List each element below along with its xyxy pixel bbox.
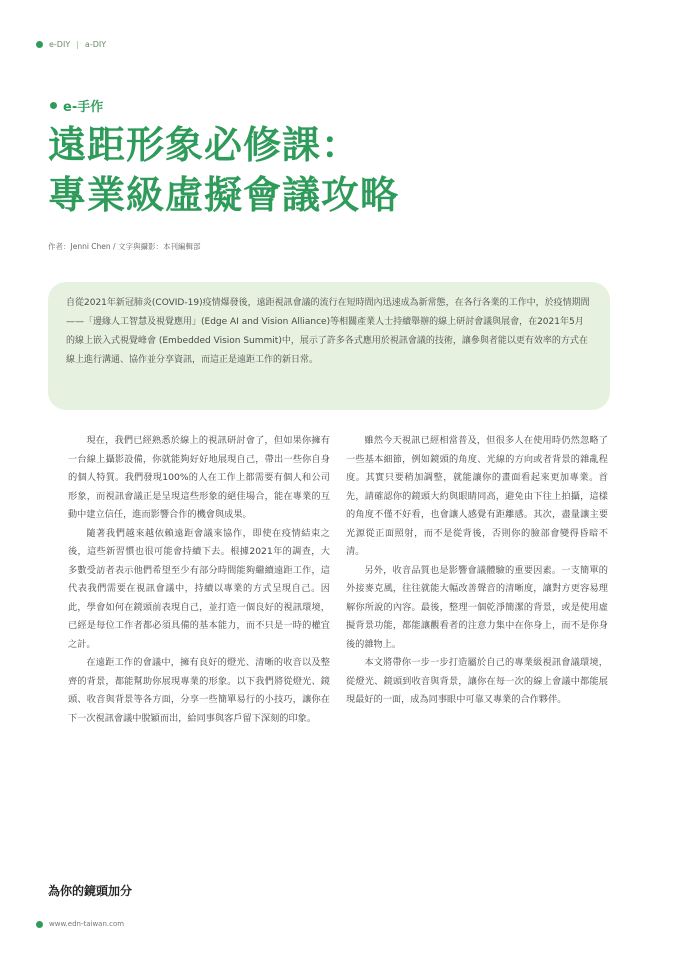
category-bullet-icon	[50, 102, 57, 109]
body-column-right	[346, 432, 608, 710]
intro-box	[48, 282, 610, 410]
paragraph: 隨著我們越來越依賴遠距會議來協作，即使在疫情結束之後，這些新習慣也很可能會持續下去。根據2021年的調查，大多數受訪者表示他們希望至少有部分時間能夠繼續遠距工作，這代表我們需要在視訊會議中，持續以專業的方式呈現自己。因此，學會如何在鏡頭前表現自己，並打造一個良好的視訊環境，已經是每位工作者都必須具備的基本能力，而不只是一時的權宜之計。	[68, 527, 330, 650]
footer-url[interactable]: www.edn-taiwan.com	[49, 920, 125, 928]
title-line-1: 遠距形象必修課：	[48, 123, 361, 167]
paragraph: 在遠距工作的會議中，擁有良好的燈光、清晰的收音以及整齊的背景，都能幫助你展現專業的形象。以下我們將從燈光、鏡頭、收音與背景等各方面，分享一些簡單易行的小技巧，讓你在下一次視訊會議中脫穎而出，給同事與客戶留下深刻的印象。	[68, 657, 330, 724]
paragraph: 現在，我們已經熟悉於線上的視訊研討會了，但如果你擁有一台線上攝影設備，你就能夠好好地展現自己，帶出一些你自身的個人特質。我們發現100%的人在工作上都需要有個人和公司形象，而視訊會議正是呈現這些形象的絕佳場合，能在專業的互動中建立信任，進而影響合作的機會與成果。	[68, 435, 330, 520]
footer-dot-icon	[36, 921, 43, 928]
paragraph: 本文將帶你一步一步打造屬於自己的專業級視訊會議環境，從燈光、鏡頭到收音與背景，讓你在每一次的線上會議中都能展現最好的一面，成為同事眼中可靠又專業的合作夥伴。	[346, 657, 608, 705]
category-tag	[50, 96, 103, 115]
paragraph: 雖然今天視訊已經相當普及，但很多人在使用時仍然忽略了一些基本細節，例如鏡頭的角度、光線的方向或者背景的雜亂程度。其實只要稍加調整，就能讓你的畫面看起來更加專業。首先，請確認你的鏡頭大約與眼睛同高，避免由下往上拍攝，這樣的角度不僅不好看，也會讓人感覺有距離感。其次，盡量讓主要光源從正面照射，而不是從背後，否則你的臉部會變得昏暗不清。	[346, 435, 608, 557]
section-label: a-DIY	[84, 40, 107, 49]
brand-dot-icon	[36, 41, 43, 48]
title-line-2: 專業級虛擬會議攻略	[48, 173, 400, 217]
running-header	[36, 40, 106, 49]
body-column-left	[68, 432, 330, 728]
page-footer	[36, 920, 124, 928]
byline: 作者：Jenni Chen / 文字與攝影：本刊編輯部	[48, 242, 201, 251]
brand-label: e-DIY	[49, 40, 71, 49]
section-subheading: 為你的鏡頭加分	[48, 884, 133, 898]
category-label: e-手作	[63, 100, 104, 115]
paragraph: 另外，收音品質也是影響會議體驗的重要因素。一支簡單的外接麥克風，往往就能大幅改善聲音的清晰度，讓對方更容易理解你所說的內容。最後，整理一個乾淨簡潔的背景，或是使用虛擬背景功能，都能讓觀看者的注意力集中在你身上，而不是你身後的雜物上。	[346, 564, 608, 650]
header-separator: |	[76, 40, 79, 49]
intro-text: 自從2021年新冠肺炎(COVID-19)疫情爆發後，遠距視訊會議的流行在短時間內迅速成為新常態，在各行各業的工作中，於疫情期間 ——「邊緣人工智慧及視覺應用」(Edge AI and Vision Alliance)等相關產業人士持續舉辦的線上研討會議與展會，在2021年5月的線上嵌入式視覺峰會 (Embedded Vision Summit)中，展示了許多各式應用於視訊會議的技術，讓參與者能以更有效率的方式在線上進行溝通、協作並分享資訊，而這正是遠距工作的新日常。	[66, 298, 590, 365]
article-title	[48, 120, 608, 220]
